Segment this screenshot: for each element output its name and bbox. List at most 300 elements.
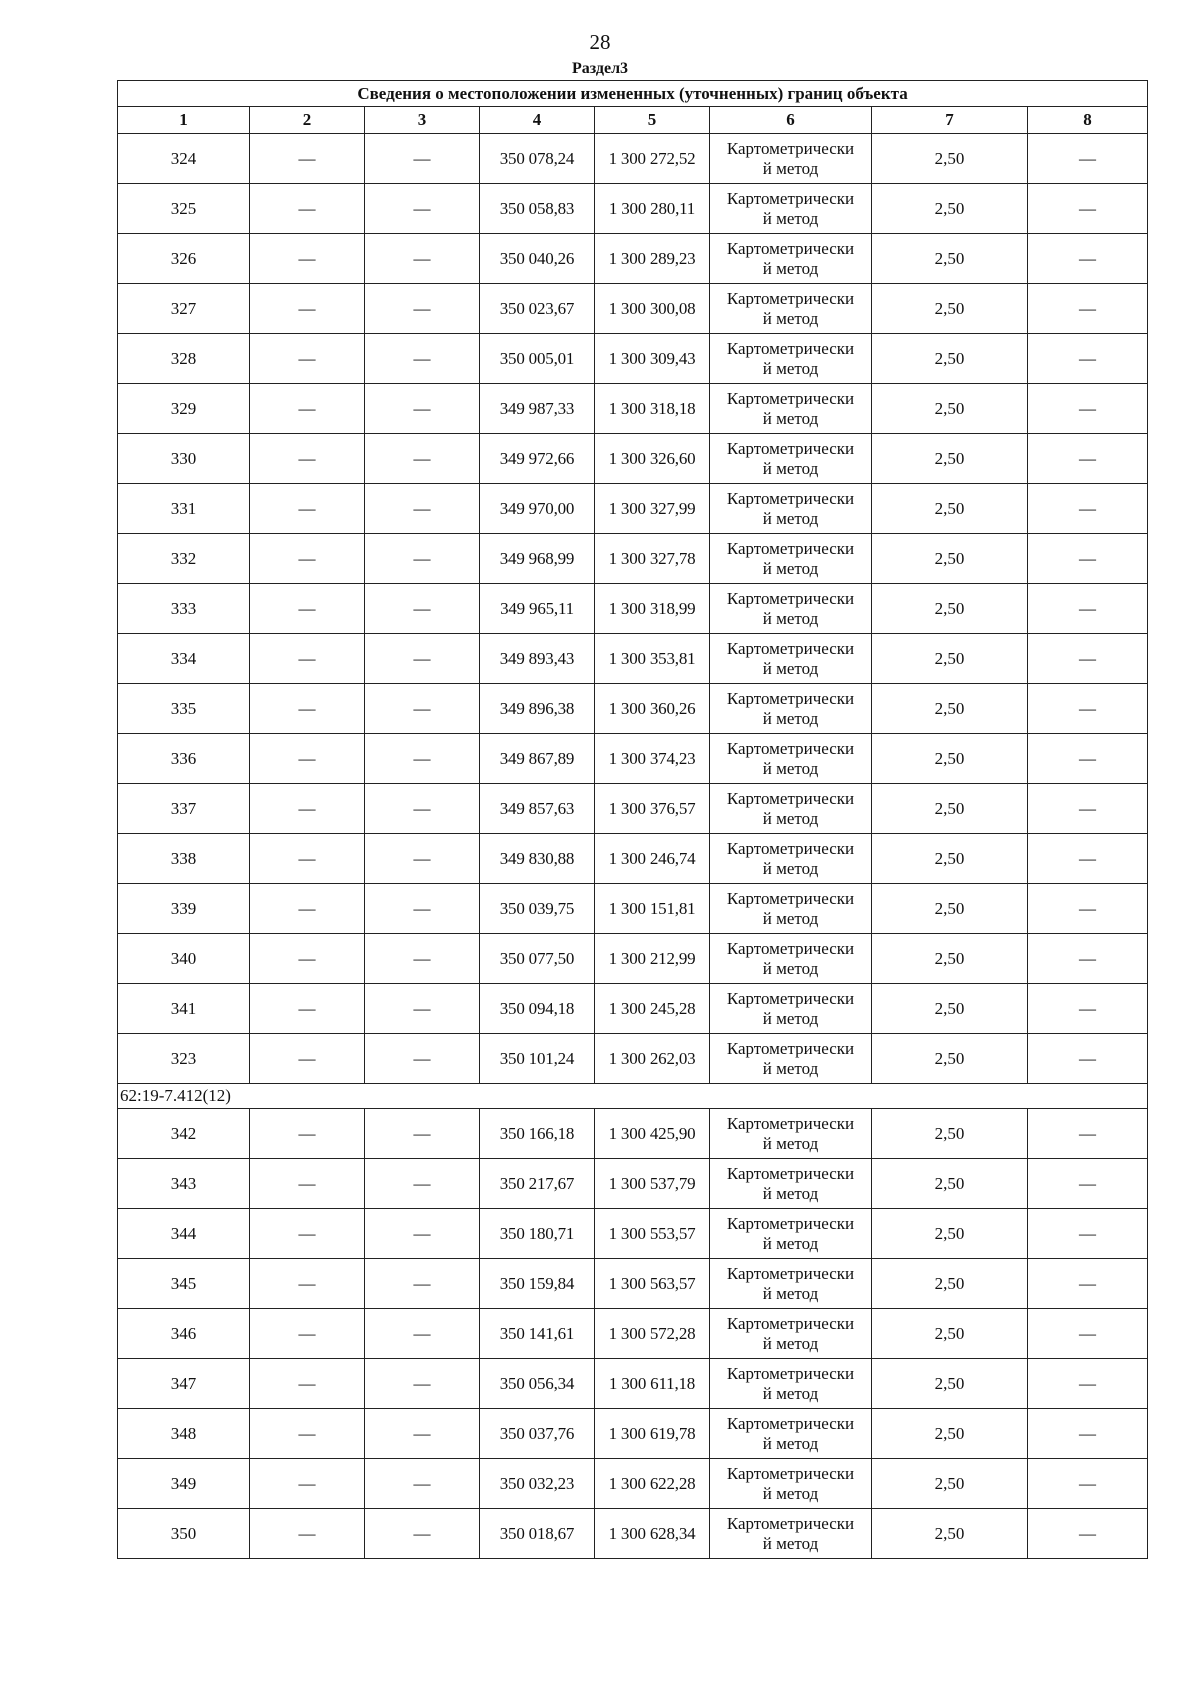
method-line: Картометрически [726, 688, 855, 708]
accuracy-cell: 2,50 [872, 984, 1028, 1034]
method-line: й метод [762, 1008, 819, 1028]
coord-x-cell: 350 058,83 [480, 184, 595, 234]
method-line: й метод [762, 908, 819, 928]
table-row [118, 1359, 1148, 1409]
coord-y-cell: 1 300 300,08 [595, 284, 710, 334]
empty-cell: — [365, 1359, 480, 1409]
coord-x-cell: 350 180,71 [480, 1209, 595, 1259]
empty-cell: — [250, 134, 365, 184]
coord-y-cell: 1 300 262,03 [595, 1034, 710, 1084]
accuracy-cell: 2,50 [872, 1309, 1028, 1359]
empty-cell: — [1028, 1109, 1148, 1159]
coord-y-cell: 1 300 374,23 [595, 734, 710, 784]
method-line: Картометрически [726, 1313, 855, 1333]
empty-cell: — [1028, 634, 1148, 684]
empty-cell: — [1028, 434, 1148, 484]
accuracy-cell: 2,50 [872, 284, 1028, 334]
empty-cell: — [365, 384, 480, 434]
table-row [118, 1259, 1148, 1309]
point-number-cell: 332 [118, 534, 250, 584]
empty-cell: — [365, 834, 480, 884]
method-cell [710, 1359, 872, 1409]
table-row [118, 1409, 1148, 1459]
empty-cell: — [1028, 484, 1148, 534]
coord-y-cell: 1 300 272,52 [595, 134, 710, 184]
coord-y-cell: 1 300 309,43 [595, 334, 710, 384]
coord-y-cell: 1 300 553,57 [595, 1209, 710, 1259]
empty-cell: — [1028, 334, 1148, 384]
empty-cell: — [1028, 284, 1148, 334]
method-line: Картометрически [726, 1363, 855, 1383]
empty-cell: — [1028, 1409, 1148, 1459]
table-row [118, 1209, 1148, 1259]
column-header: 8 [1028, 107, 1148, 134]
table-row [118, 934, 1148, 984]
point-number-cell: 324 [118, 134, 250, 184]
accuracy-cell: 2,50 [872, 784, 1028, 834]
empty-cell: — [365, 1309, 480, 1359]
method-cell [710, 884, 872, 934]
method-line: й метод [762, 1233, 819, 1253]
empty-cell: — [250, 534, 365, 584]
table-row [118, 584, 1148, 634]
method-cell [710, 1309, 872, 1359]
point-number-cell: 325 [118, 184, 250, 234]
method-line: Картометрически [726, 438, 855, 458]
accuracy-cell: 2,50 [872, 534, 1028, 584]
table-row [118, 1309, 1148, 1359]
method-line: Картометрически [726, 988, 855, 1008]
point-number-cell: 341 [118, 984, 250, 1034]
point-number-cell: 347 [118, 1359, 250, 1409]
method-line: й метод [762, 758, 819, 778]
coord-y-cell: 1 300 360,26 [595, 684, 710, 734]
empty-cell: — [365, 534, 480, 584]
empty-cell: — [1028, 384, 1148, 434]
empty-cell: — [1028, 1159, 1148, 1209]
accuracy-cell: 2,50 [872, 1159, 1028, 1209]
method-line: Картометрически [726, 538, 855, 558]
coord-y-cell: 1 300 318,99 [595, 584, 710, 634]
method-line: Картометрически [726, 138, 855, 158]
table-row [118, 734, 1148, 784]
empty-cell: — [365, 734, 480, 784]
coord-x-cell: 350 078,24 [480, 134, 595, 184]
method-cell [710, 734, 872, 784]
coord-x-cell: 349 893,43 [480, 634, 595, 684]
method-cell [710, 1509, 872, 1559]
point-number-cell: 348 [118, 1409, 250, 1459]
table-row [118, 484, 1148, 534]
accuracy-cell: 2,50 [872, 484, 1028, 534]
method-cell [710, 584, 872, 634]
method-cell [710, 634, 872, 684]
method-line: й метод [762, 1183, 819, 1203]
accuracy-cell: 2,50 [872, 1034, 1028, 1084]
empty-cell: — [1028, 734, 1148, 784]
empty-cell: — [365, 334, 480, 384]
empty-cell: — [250, 334, 365, 384]
empty-cell: — [1028, 184, 1148, 234]
method-line: й метод [762, 858, 819, 878]
method-line: й метод [762, 1333, 819, 1353]
point-number-cell: 339 [118, 884, 250, 934]
coord-x-cell: 350 005,01 [480, 334, 595, 384]
method-cell [710, 834, 872, 884]
method-line: й метод [762, 1533, 819, 1553]
method-line: Картометрически [726, 1463, 855, 1483]
table-row [118, 784, 1148, 834]
accuracy-cell: 2,50 [872, 1259, 1028, 1309]
method-line: Картометрически [726, 288, 855, 308]
accuracy-cell: 2,50 [872, 584, 1028, 634]
method-line: й метод [762, 1433, 819, 1453]
empty-cell: — [250, 1034, 365, 1084]
coord-x-cell: 350 056,34 [480, 1359, 595, 1409]
method-line: Картометрически [726, 638, 855, 658]
method-line: Картометрически [726, 588, 855, 608]
point-number-cell: 350 [118, 1509, 250, 1559]
coord-y-cell: 1 300 327,78 [595, 534, 710, 584]
empty-cell: — [365, 1209, 480, 1259]
point-number-cell: 334 [118, 634, 250, 684]
method-line: Картометрически [726, 1213, 855, 1233]
coord-x-cell: 350 023,67 [480, 284, 595, 334]
accuracy-cell: 2,50 [872, 634, 1028, 684]
boundary-coordinates-table [117, 80, 1148, 1559]
page-number: 28 [589, 30, 611, 54]
method-line: й метод [762, 258, 819, 278]
empty-cell: — [250, 484, 365, 534]
empty-cell: — [365, 934, 480, 984]
coord-x-cell: 350 159,84 [480, 1259, 595, 1309]
table-row [118, 884, 1148, 934]
method-line: й метод [762, 1058, 819, 1078]
empty-cell: — [365, 1409, 480, 1459]
method-line: й метод [762, 158, 819, 178]
empty-cell: — [250, 1159, 365, 1209]
point-number-cell: 344 [118, 1209, 250, 1259]
group-label: 62:19-7.412(12) [118, 1084, 1148, 1109]
method-line: Картометрически [726, 338, 855, 358]
empty-cell: — [1028, 1209, 1148, 1259]
method-cell [710, 934, 872, 984]
method-line: Картометрически [726, 1413, 855, 1433]
point-number-cell: 338 [118, 834, 250, 884]
point-number-cell: 331 [118, 484, 250, 534]
table-row [118, 1159, 1148, 1209]
empty-cell: — [365, 884, 480, 934]
point-number-cell: 326 [118, 234, 250, 284]
empty-cell: — [365, 1109, 480, 1159]
accuracy-cell: 2,50 [872, 684, 1028, 734]
method-line: Картометрически [726, 1038, 855, 1058]
coord-x-cell: 349 896,38 [480, 684, 595, 734]
column-header: 4 [480, 107, 595, 134]
method-line: Картометрически [726, 488, 855, 508]
table-row [118, 134, 1148, 184]
empty-cell: — [1028, 934, 1148, 984]
coord-x-cell: 350 217,67 [480, 1159, 595, 1209]
method-cell [710, 334, 872, 384]
coord-y-cell: 1 300 326,60 [595, 434, 710, 484]
coord-y-cell: 1 300 628,34 [595, 1509, 710, 1559]
accuracy-cell: 2,50 [872, 1109, 1028, 1159]
point-number-cell: 328 [118, 334, 250, 384]
method-line: Картометрически [726, 1513, 855, 1533]
method-cell [710, 184, 872, 234]
method-line: Картометрически [726, 738, 855, 758]
empty-cell: — [1028, 1359, 1148, 1409]
point-number-cell: 330 [118, 434, 250, 484]
accuracy-cell: 2,50 [872, 334, 1028, 384]
coord-x-cell: 350 040,26 [480, 234, 595, 284]
table-row [118, 1034, 1148, 1084]
method-line: й метод [762, 1483, 819, 1503]
empty-cell: — [1028, 1459, 1148, 1509]
coord-x-cell: 350 101,24 [480, 1034, 595, 1084]
method-line: й метод [762, 958, 819, 978]
empty-cell: — [250, 1209, 365, 1259]
point-number-cell: 336 [118, 734, 250, 784]
empty-cell: — [250, 634, 365, 684]
empty-cell: — [365, 484, 480, 534]
method-line: й метод [762, 558, 819, 578]
empty-cell: — [250, 1459, 365, 1509]
method-cell [710, 284, 872, 334]
empty-cell: — [250, 934, 365, 984]
method-line: Картометрически [726, 938, 855, 958]
empty-cell: — [365, 1509, 480, 1559]
accuracy-cell: 2,50 [872, 1409, 1028, 1459]
method-cell [710, 1209, 872, 1259]
point-number-cell: 342 [118, 1109, 250, 1159]
coord-x-cell: 350 032,23 [480, 1459, 595, 1509]
empty-cell: — [365, 634, 480, 684]
method-line: й метод [762, 358, 819, 378]
method-line: Картометрически [726, 1263, 855, 1283]
empty-cell: — [365, 1259, 480, 1309]
coord-y-cell: 1 300 619,78 [595, 1409, 710, 1459]
empty-cell: — [1028, 984, 1148, 1034]
method-cell [710, 434, 872, 484]
method-line: й метод [762, 1383, 819, 1403]
coord-y-cell: 1 300 563,57 [595, 1259, 710, 1309]
point-number-cell: 346 [118, 1309, 250, 1359]
method-line: й метод [762, 658, 819, 678]
empty-cell: — [365, 134, 480, 184]
method-line: Картометрически [726, 838, 855, 858]
empty-cell: — [1028, 884, 1148, 934]
method-line: й метод [762, 408, 819, 428]
accuracy-cell: 2,50 [872, 184, 1028, 234]
coord-y-cell: 1 300 376,57 [595, 784, 710, 834]
table-row [118, 334, 1148, 384]
accuracy-cell: 2,50 [872, 1459, 1028, 1509]
coord-y-cell: 1 300 572,28 [595, 1309, 710, 1359]
point-number-cell: 335 [118, 684, 250, 734]
coord-x-cell: 350 077,50 [480, 934, 595, 984]
table-row [118, 634, 1148, 684]
empty-cell: — [250, 584, 365, 634]
empty-cell: — [365, 784, 480, 834]
table-row [118, 534, 1148, 584]
method-cell [710, 1409, 872, 1459]
method-cell [710, 484, 872, 534]
accuracy-cell: 2,50 [872, 734, 1028, 784]
table-row [118, 834, 1148, 884]
coord-y-cell: 1 300 246,74 [595, 834, 710, 884]
table-row [118, 384, 1148, 434]
method-line: Картометрически [726, 1163, 855, 1183]
empty-cell: — [250, 384, 365, 434]
table-row [118, 984, 1148, 1034]
accuracy-cell: 2,50 [872, 834, 1028, 884]
coord-y-cell: 1 300 280,11 [595, 184, 710, 234]
empty-cell: — [250, 1509, 365, 1559]
method-line: Картометрически [726, 388, 855, 408]
empty-cell: — [250, 784, 365, 834]
table-row [118, 684, 1148, 734]
method-line: й метод [762, 708, 819, 728]
empty-cell: — [1028, 534, 1148, 584]
method-line: Картометрически [726, 888, 855, 908]
group-row [118, 1084, 1148, 1109]
coord-x-cell: 349 970,00 [480, 484, 595, 534]
coord-x-cell: 350 166,18 [480, 1109, 595, 1159]
empty-cell: — [1028, 584, 1148, 634]
method-line: й метод [762, 608, 819, 628]
coord-y-cell: 1 300 318,18 [595, 384, 710, 434]
column-header: 1 [118, 107, 250, 134]
empty-cell: — [250, 734, 365, 784]
empty-cell: — [1028, 784, 1148, 834]
empty-cell: — [250, 984, 365, 1034]
method-line: Картометрически [726, 788, 855, 808]
empty-cell: — [250, 684, 365, 734]
empty-cell: — [1028, 134, 1148, 184]
accuracy-cell: 2,50 [872, 884, 1028, 934]
accuracy-cell: 2,50 [872, 434, 1028, 484]
method-line: Картометрически [726, 188, 855, 208]
table-caption: Сведения о местоположении измененных (уточненных) границ объекта [118, 81, 1148, 107]
section-title: Раздел3 [571, 60, 629, 77]
point-number-cell: 349 [118, 1459, 250, 1509]
empty-cell: — [250, 1359, 365, 1409]
table-row [118, 1509, 1148, 1559]
empty-cell: — [365, 1159, 480, 1209]
empty-cell: — [365, 284, 480, 334]
coord-y-cell: 1 300 537,79 [595, 1159, 710, 1209]
empty-cell: — [1028, 1259, 1148, 1309]
empty-cell: — [365, 234, 480, 284]
method-cell [710, 134, 872, 184]
method-cell [710, 1109, 872, 1159]
coord-y-cell: 1 300 353,81 [595, 634, 710, 684]
empty-cell: — [365, 684, 480, 734]
empty-cell: — [365, 434, 480, 484]
method-line: й метод [762, 308, 819, 328]
empty-cell: — [250, 1309, 365, 1359]
empty-cell: — [365, 184, 480, 234]
accuracy-cell: 2,50 [872, 1509, 1028, 1559]
method-cell [710, 1259, 872, 1309]
coord-x-cell: 349 968,99 [480, 534, 595, 584]
coord-y-cell: 1 300 245,28 [595, 984, 710, 1034]
empty-cell: — [365, 984, 480, 1034]
empty-cell: — [1028, 1034, 1148, 1084]
coord-x-cell: 350 094,18 [480, 984, 595, 1034]
empty-cell: — [250, 834, 365, 884]
method-line: Картометрически [726, 1113, 855, 1133]
coord-x-cell: 350 018,67 [480, 1509, 595, 1559]
table-row [118, 1109, 1148, 1159]
empty-cell: — [250, 1409, 365, 1459]
empty-cell: — [365, 584, 480, 634]
column-header: 5 [595, 107, 710, 134]
point-number-cell: 345 [118, 1259, 250, 1309]
coord-y-cell: 1 300 425,90 [595, 1109, 710, 1159]
coord-x-cell: 350 141,61 [480, 1309, 595, 1359]
empty-cell: — [365, 1034, 480, 1084]
table-row [118, 184, 1148, 234]
empty-cell: — [250, 284, 365, 334]
method-cell [710, 984, 872, 1034]
empty-cell: — [1028, 234, 1148, 284]
method-line: й метод [762, 1283, 819, 1303]
empty-cell: — [1028, 834, 1148, 884]
accuracy-cell: 2,50 [872, 1209, 1028, 1259]
coord-x-cell: 350 039,75 [480, 884, 595, 934]
method-cell [710, 234, 872, 284]
method-line: й метод [762, 1133, 819, 1153]
method-line: й метод [762, 508, 819, 528]
point-number-cell: 327 [118, 284, 250, 334]
empty-cell: — [365, 1459, 480, 1509]
accuracy-cell: 2,50 [872, 384, 1028, 434]
method-cell [710, 684, 872, 734]
table-row [118, 234, 1148, 284]
empty-cell: — [250, 1259, 365, 1309]
method-cell [710, 534, 872, 584]
coord-x-cell: 349 987,33 [480, 384, 595, 434]
point-number-cell: 340 [118, 934, 250, 984]
point-number-cell: 343 [118, 1159, 250, 1209]
point-number-cell: 337 [118, 784, 250, 834]
table-row [118, 1459, 1148, 1509]
accuracy-cell: 2,50 [872, 134, 1028, 184]
coord-x-cell: 349 972,66 [480, 434, 595, 484]
column-header: 7 [872, 107, 1028, 134]
coord-y-cell: 1 300 622,28 [595, 1459, 710, 1509]
accuracy-cell: 2,50 [872, 1359, 1028, 1409]
point-number-cell: 323 [118, 1034, 250, 1084]
table-row [118, 434, 1148, 484]
coord-x-cell: 350 037,76 [480, 1409, 595, 1459]
method-line: й метод [762, 458, 819, 478]
coord-y-cell: 1 300 289,23 [595, 234, 710, 284]
method-cell [710, 784, 872, 834]
coord-y-cell: 1 300 327,99 [595, 484, 710, 534]
empty-cell: — [1028, 684, 1148, 734]
method-line: Картометрически [726, 238, 855, 258]
method-cell [710, 384, 872, 434]
coord-y-cell: 1 300 611,18 [595, 1359, 710, 1409]
coord-x-cell: 349 965,11 [480, 584, 595, 634]
empty-cell: — [1028, 1309, 1148, 1359]
method-cell [710, 1034, 872, 1084]
method-line: й метод [762, 208, 819, 228]
